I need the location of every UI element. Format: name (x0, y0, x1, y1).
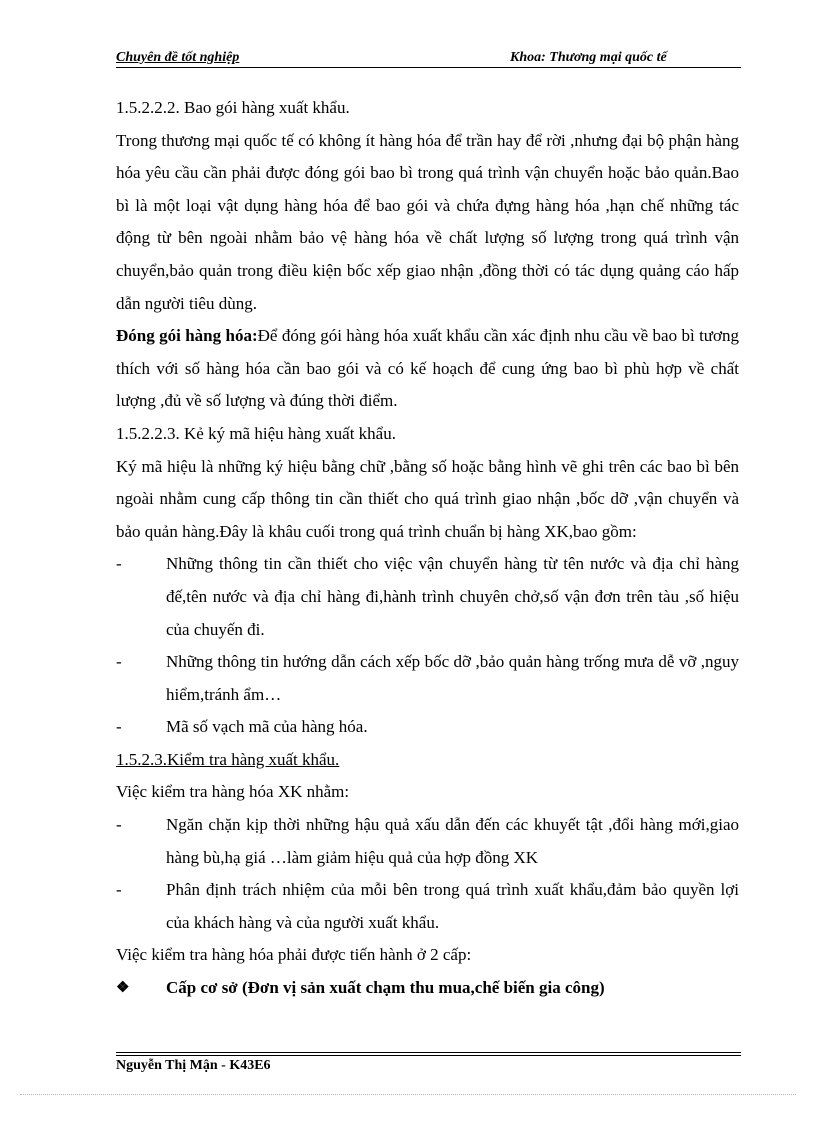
header-rule (116, 67, 741, 68)
footer-author: Nguyễn Thị Mận - K43E6 (116, 1058, 271, 1073)
list-item-text: Phân định trách nhiệm của mỗi bên trong quá trình xuất khẩu,đảm bảo quyền lợi của khách hàng và của người xuất khẩu. (166, 880, 739, 932)
list-item (116, 548, 739, 646)
dash-bullet: - (116, 815, 122, 835)
heading-kiem-tra (116, 744, 739, 777)
heading-bao-goi: 1.5.2.2.2. Bao gói hàng xuất khẩu. (116, 98, 350, 117)
list-item (116, 809, 739, 874)
list-item-text: Ngăn chặn kịp thời những hậu quả xấu dẫn đến các khuyết tật ,đổi hàng mới,giao hàng bù,hạ giá …làm giảm hiệu quả của hợp đồng XK (166, 815, 739, 867)
paragraph-kiem-tra-cap: Việc kiểm tra hàng hóa phải được tiến hành ở 2 cấp: (116, 945, 472, 965)
heading-kiem-tra-text: 1.5.2.3.Kiểm tra hàng xuất khẩu. (116, 749, 340, 769)
page-body (116, 92, 739, 1005)
list-item (116, 646, 739, 711)
dash-bullet: - (116, 652, 122, 672)
list-item-text: Mã số vạch mã của hàng hóa. (166, 717, 368, 737)
list-item (116, 711, 739, 744)
dash-bullet: - (116, 880, 122, 900)
footer-rule (116, 1052, 741, 1053)
term-dong-goi: Đóng gói hàng hóa: (116, 326, 258, 346)
header-left: Chuyên đề tốt nghiệp (116, 50, 240, 65)
paragraph-kiem-tra-intro: Việc kiểm tra hàng hóa XK nhằm: (116, 782, 350, 802)
paragraph-bao-goi: Trong thương mại quốc tế có không ít hàng hóa để trần hay để rời ,nhưng đại bộ phận hàng hóa yêu cầu cần phải được đóng gói bao bì trong quá trình vận chuyển hoặc bảo quản.Bao bì là một loại vật dụng hàng hóa để bao gói và chứa đựng hàng hóa ,hạn chế những tác động từ bên ngoài nhằm bảo vệ hàng hóa về chất lượng số lượng trong quá trình vận chuyển,bảo quản trong điều kiện bốc xếp giao nhận ,đồng thời có tác dụng quảng cáo hấp dẫn người tiêu dùng. (116, 130, 739, 313)
footer-rule (116, 1055, 741, 1056)
list-item-text: Những thông tin cần thiết cho việc vận chuyển hàng từ tên nước và địa chỉ hàng đế,tên nước và địa chỉ hàng đi,hành trình chuyên chở,số vận đơn trên tàu ,số hiệu của chuyến đi. (166, 554, 739, 639)
paragraph-ky-ma-hieu: Ký mã hiệu là những ký hiệu bằng chữ ,bằng số hoặc bằng hình vẽ ghi trên các bao bì bên ngoài nhằm cung cấp thông tin cần thiết cho quá trình giao nhận ,bốc dỡ ,vận chuyển và bảo quản hàng.Đây là khâu cuối trong quá trình chuẩn bị hàng XK,bao gồm: (116, 456, 739, 541)
dash-bullet: - (116, 554, 122, 574)
diamond-list-item-text: Cấp cơ sở (Đơn vị sản xuất chạm thu mua,chế biến gia công) (166, 978, 605, 998)
dash-bullet: - (116, 717, 122, 737)
list-item (116, 874, 739, 939)
page-header (116, 48, 741, 68)
paragraph-dong-goi-text: Để đóng gói hàng hóa xuất khẩu cần xác định nhu cầu về bao bì tương thích với số hàng hóa cần bao gói và có kế hoạch để cung ứng bao bì phù hợp về chất lượng ,đủ về số lượng và đúng thời điểm. (116, 326, 740, 411)
header-right: Khoa: Thương mại quốc tế (510, 50, 667, 65)
heading-ky-ma-hieu: 1.5.2.2.3. Kẻ ký mã hiệu hàng xuất khẩu. (116, 423, 396, 443)
diamond-list-item (116, 972, 739, 1005)
page-break-line (20, 1094, 796, 1095)
paragraph-dong-goi (116, 320, 739, 418)
diamond-bullet-icon: ❖ (116, 980, 130, 997)
list-item-text: Những thông tin hướng dẫn cách xếp bốc dỡ ,bảo quản hàng trống mưa dễ vỡ ,nguy hiểm,tránh ẩm… (166, 652, 739, 704)
